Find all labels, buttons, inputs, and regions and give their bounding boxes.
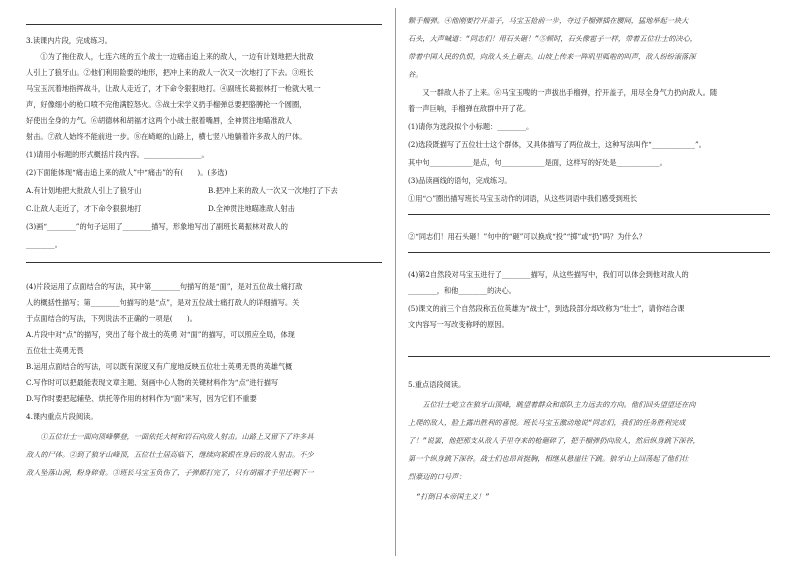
q4-sub-4-cont: ________，和他________的决心。 <box>408 286 516 295</box>
q3-sub-4-option-c: C.写作时可以把最能表现文章主题、刻画中心人物的关键材料作为“点”进行描写 <box>26 378 279 387</box>
top-rule <box>26 24 382 25</box>
q3-option-a: A.有计划地把大批敌人引上了狼牙山 <box>26 186 142 195</box>
column-divider <box>395 8 396 556</box>
passage-4-line: 了！”说罢，他把那支从敌人手里夺来的枪砸碎了，把手榴弹扔向敌人，然后纵身跳下深谷， <box>408 436 700 445</box>
slogan: “打倒日本帝国主义！” <box>416 492 490 501</box>
passage-1-line: 好使出全身的力气。⑥胡德林和胡福才这两个小战士抿着嘴唇，全神贯注地瞄准敌人 <box>26 116 292 125</box>
passage-2-line: ①五位壮士一面向顶峰攀登，一面依托大树和岩石向敌人射击。山路上又留下了许多具 <box>26 432 314 441</box>
q4-sub-3-a: ①用“○”圈出描写班长马宝玉动作的词语，从这些词语中我们感受到班长 <box>408 194 638 203</box>
q3-sub-4-cont: 于点面结合的写法，下列说法不正确的一项是( )。 <box>26 314 197 323</box>
passage-1-line: 射击。⑦敌人始终不能前进一步。⑧在崎岖的山路上，横七竖八地躺着许多敌人的尸体。 <box>26 132 307 141</box>
question-3-title: 3.读课内片段，完成练习。 <box>26 36 112 45</box>
q3-option-b: B.把冲上来的敌人一次又一次地打了下去 <box>208 186 338 195</box>
question-4-title: 4.课内重点片段阅读。 <box>26 412 98 421</box>
passage-2-line: 敌人的尸体。②到了狼牙山峰顶，五位壮士居高临下，继续向紧跟在身后的敌人射击。不少 <box>26 450 314 459</box>
q3-sub-1: (1)请用小标题的形式概括片段内容。________________。 <box>26 150 209 159</box>
q3-sub-3-cont: ________。 <box>26 240 62 249</box>
q3-sub-3: (3)画“________”的句子运用了________描写，形象地写出了副班长葛振林对敌人的 <box>26 222 288 231</box>
answer-line <box>408 214 770 215</box>
passage-2-line: 敌人坠落山涧，粉身碎骨。③班长马宝玉负伤了，子弹都打完了，只有胡福才手里还剩下一 <box>26 468 314 477</box>
q4-sub-3-b: ②“同志们！用石头砸！”句中的“砸”可以换成“投”“掷”或“扔”吗？为什么？ <box>408 232 646 241</box>
q3-sub-4-cont: 人的概括性描写；第________句描写的是“点”，是对五位战士痛打敌人的详细描写。关 <box>26 298 300 307</box>
q3-option-d: D.全神贯注地瞄准敌人射击 <box>208 204 295 213</box>
answer-line <box>26 262 382 263</box>
q3-sub-4-option-a-cont: 五位壮士英勇无畏 <box>26 346 84 355</box>
passage-3-line: 着一声巨响，手榴弹在敌群中开了花。 <box>408 104 531 113</box>
passage-1-line: 马宝玉沉着地指挥战斗，让敌人走近了，才下命令狠狠地打。④副班长葛振林打一枪就大吼一 <box>26 84 321 93</box>
passage-2-line: 石头，大声喊道：“同志们！用石头砸！”⑤顿时，石头像雹子一样，带着五位壮士的决心， <box>408 34 697 43</box>
q4-sub-1: (1)请你为选段拟个小标题：________。 <box>408 122 534 131</box>
passage-4-line: 烈豪迈的口号声： <box>408 472 466 481</box>
passage-1-line: 人引上了狼牙山。②他们利用险要的地形，把冲上来的敌人一次又一次地打了下去。③班长 <box>26 68 314 77</box>
passage-4-line: 五位壮士屹立在狼牙山顶峰，眺望着群众和部队主力远去的方向。他们回头望望还在向 <box>408 400 696 409</box>
answer-line <box>408 252 770 253</box>
q4-sub-3: (3)品读画线的语句，完成练习。 <box>408 176 512 185</box>
q3-sub-4-option-d: D.写作时要把起辅垫、烘托等作用的材料作为“面”来写，因为它们不重要 <box>26 394 257 403</box>
q3-sub-4-option-b: B.运用点面结合的写法，可以既有深度又有广度地反映五位壮士英勇无畏的英雄气概 <box>26 362 293 371</box>
answer-line <box>408 356 770 357</box>
q4-sub-5-cont: 文内容写一写改变称呼的原因。 <box>408 320 509 329</box>
q4-sub-5: (5)课文的前三个自然段称五位英雄为“战士”，到选段部分却改称为“壮士”，请你结合课 <box>408 304 685 313</box>
q3-sub-2: (2)下面能体现“痛击追上来的敌人”中“痛击”的有( )。(多选) <box>26 168 228 177</box>
q4-sub-2-cont: 其中句____________是点，句____________是面，这样写的好处是____________。 <box>408 158 667 167</box>
q4-sub-4: (4)第2自然段对马宝玉进行了________描写，从这些描写中，我们可以体会到他对敌人的 <box>408 270 689 279</box>
passage-1-line: 声，好像细小的枪口喷不完他满腔怒火。⑤战士宋学义扔手榴弹总要把胳膊抡一个圆圈， <box>26 100 307 109</box>
passage-2-line: 带着中国人民的仇恨，向敌人头上砸去。山坡上传来一阵叽里呱啦的叫声，敌人纷纷滚落深 <box>408 52 696 61</box>
q3-option-c: C.让敌人走近了，才下命令狠狠地打 <box>26 204 142 213</box>
passage-1-line: ①为了拖住敌人，七连六班的五个战士一边痛击追上来的敌人，一边有计划地把大批敌 <box>26 52 314 61</box>
question-5-title: 5.重点语段阅读。 <box>408 380 466 389</box>
q4-sub-2: (2)选段既描写了五位壮士这个群体，又具体描写了两位战士，这种写法叫作“____________”。 <box>408 140 706 149</box>
passage-4-line: 第一个纵身跳下深谷。战士们也昂首挺胸，相继从悬崖往下跳。狼牙山上回荡起了他们壮 <box>408 454 689 463</box>
passage-2-line: 颗手榴弹。④他刚要拧开盖子，马宝玉抢前一步，夺过手榴弹插在腰间，猛地举起一块大 <box>408 16 689 25</box>
passage-3-line: 又一群敌人扑了上来。⑥马宝玉嗖的一声拔出手榴弹，拧开盖子，用尽全身气力扔向敌人。随 <box>408 88 718 97</box>
passage-4-line: 上爬的敌人，脸上露出胜利的喜悦。班长马宝玉激动地说“同志们，我们的任务胜利完成 <box>408 418 686 427</box>
passage-2-line: 谷。 <box>408 70 423 79</box>
q3-sub-4: (4)片段运用了点面结合的写法，其中第________句描写的是“面”，是对五位战士痛打敌 <box>26 282 303 291</box>
q3-sub-4-option-a: A.片段中对“点”的描写，突出了每个战士的英勇 对“面”的描写，可以照应全局，体现 <box>26 330 295 339</box>
